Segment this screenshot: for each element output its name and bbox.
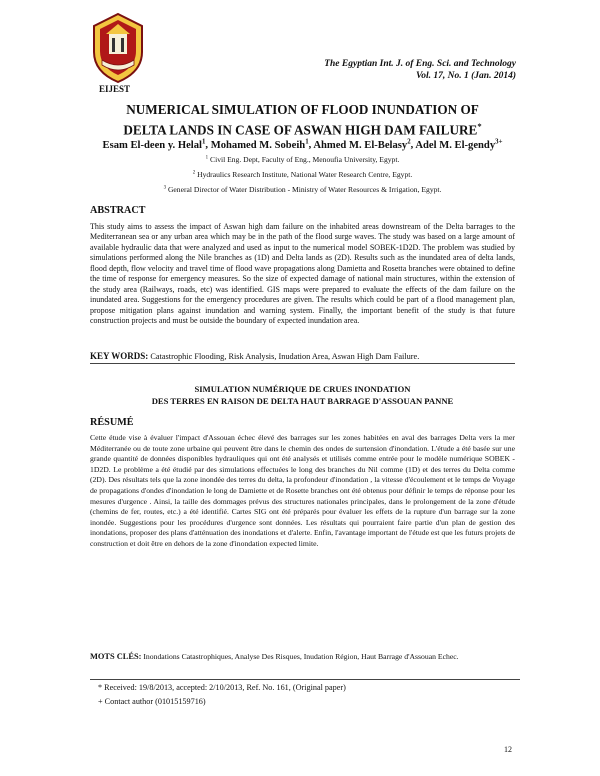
affiliation: $^1$ Civil Eng. Dept, Faculty of Eng., Menoufia University, Egypt. [205, 155, 400, 164]
author: Esam El-deen y. Helal$^1$ [102, 138, 206, 151]
journal-name: The Egyptian Int. J. of Eng. Sci. and Technology [324, 59, 516, 69]
journal-abbreviation: EIJEST [99, 84, 131, 94]
mots-cles: MOTS CLÉS: Inondations Catastrophiques, Analyse Des Risques, Inudation Région, Haut Barrage d'Assouan Echec. [90, 652, 459, 661]
keywords: KEY WORDS: Catastrophic Flooding, Risk Analysis, Inudation Area, Aswan High Dam Failure. [90, 351, 420, 361]
french-title-line-2: DES TERRES EN RAISON DE DELTA HAUT BARRAGE D'ASSOUAN PANNE [151, 395, 454, 406]
author-list: Esam El-deen y. Helal$^1$, Mohamed M. Sobeih$^1$, Ahmed M. El-Belasy$^2$, Adel M. El-gendy$^{3+}$ [102, 138, 503, 151]
author: Adel M. El-gendy$^{3+}$ [415, 138, 503, 151]
affiliation: $^3$ General Director of Water Distribution - Ministry of Water Resources & Irrigation, Egypt. [163, 185, 442, 194]
title-line-2: DELTA LANDS IN CASE OF ASWAN HIGH DAM FAILURE* [123, 121, 482, 138]
journal-volume: Vol. 17, No. 1 (Jan. 2014) [415, 71, 516, 81]
divider [90, 363, 515, 364]
resume-heading: RÉSUMÉ [90, 417, 134, 428]
title-line-1: NUMERICAL SIMULATION OF FLOOD INUNDATION OF [126, 102, 479, 117]
paper-title [90, 102, 515, 138]
page-number: 12 [504, 745, 512, 754]
author: Ahmed M. El-Belasy$^2$ [313, 138, 411, 151]
university-logo [90, 12, 146, 84]
french-title [90, 384, 515, 407]
footnote-contact: + Contact author (01015159716) [98, 697, 206, 706]
author: Mohamed M. Sobeih$^1$ [210, 138, 309, 151]
footnote-received: * Received: 19/8/2013, accepted: 2/10/2013, Ref. No. 161, (Original paper) [98, 683, 346, 692]
journal-reference [324, 58, 516, 82]
footnote-separator [90, 679, 520, 680]
abstract-body: This study aims to assess the impact of Aswan high dam failure on the inhabited areas downstream of the Delta barrages to the Mediterranean sea or any urban area which may be in the path of the flood surge waves. The study was based on a large amount of available hydraulic data that were analyzed and used as input to the numerical model SOBEK-1D2D. The problem was studied by simulations performed along the Nile branches as (1D) and Delta lands as (2D). Results such as the inundated area of delta lands, flood depth, flow velocity and travel time of flood wave propagations along Damietta and Rosetta branches were obtained to define the time of response for emergency measures. So the size of expected damage of national main structures, within the extension of the study area (Railways, roads, etc) was identified. GIS maps were prepared to evaluate the effects of the dam failure on the inundated area. Suggestions for the emergency procedures are given. The results which could be part of a flood management plan, propose mitigation plans against inundation and warning system. Finally, the important benefit of the study is that future construction projects and must be outside the boundary of expected inundation area. [90, 222, 515, 326]
abstract-heading: ABSTRACT [90, 205, 146, 216]
french-title-line-1: SIMULATION NUMÉRIQUE DE CRUES INONDATION [194, 384, 411, 394]
resume-body: Cette étude vise à évaluer l'impact d'Assouan échec élevé des barrages sur les zones habitées en aval des barrages Delta vers la mer Méditerranée ou de toute zone urbaine qui peuvent être dans le chemin des ondes de surtension d'inondation. L'étude a été basée sur une grande quantité de données disponibles hydrauliques qui ont été analysés et utilisés comme entrée pour le modèle numérique SOBEK - 1D2D. Le problème a été étudié par des simulations effectuées le long des branches du Nil comme (1D) et des terres du Delta comme (2D). Des résultats tels que la zone inondée des terres du delta, la profondeur d'inondation , la vitesse d'écoulement et le temps de Voyage de propagations d'ondes d'inondation le long de Damiette et de Rosette branches ont été obtenus pour définir le temps de réponse pour les mesures d'urgence . Ainsi, la taille des dommages prévus des structures nationales principales, dans le prolongement de la zone d'étude (chemins de fer, routes, etc.) a été identifié. Cartes SIG ont été préparés pour évaluer les effets de la rupture d'un barrage sur la zone inondée. Suggestions pour les procédures d'urgence sont données. Les résultats qui pourraient faire partie d'un plan de gestion des inondations, proposer des plans d'atténuation des inondations et d'alerte. Enfin, l'avantage important de l'étude est que les futurs projets de construction et doit être en dehors de la zone d'inondation expected limite. [90, 433, 515, 548]
affiliation: $^2$ Hydraulics Research Institute, National Water Research Centre, Egypt. [192, 170, 413, 179]
